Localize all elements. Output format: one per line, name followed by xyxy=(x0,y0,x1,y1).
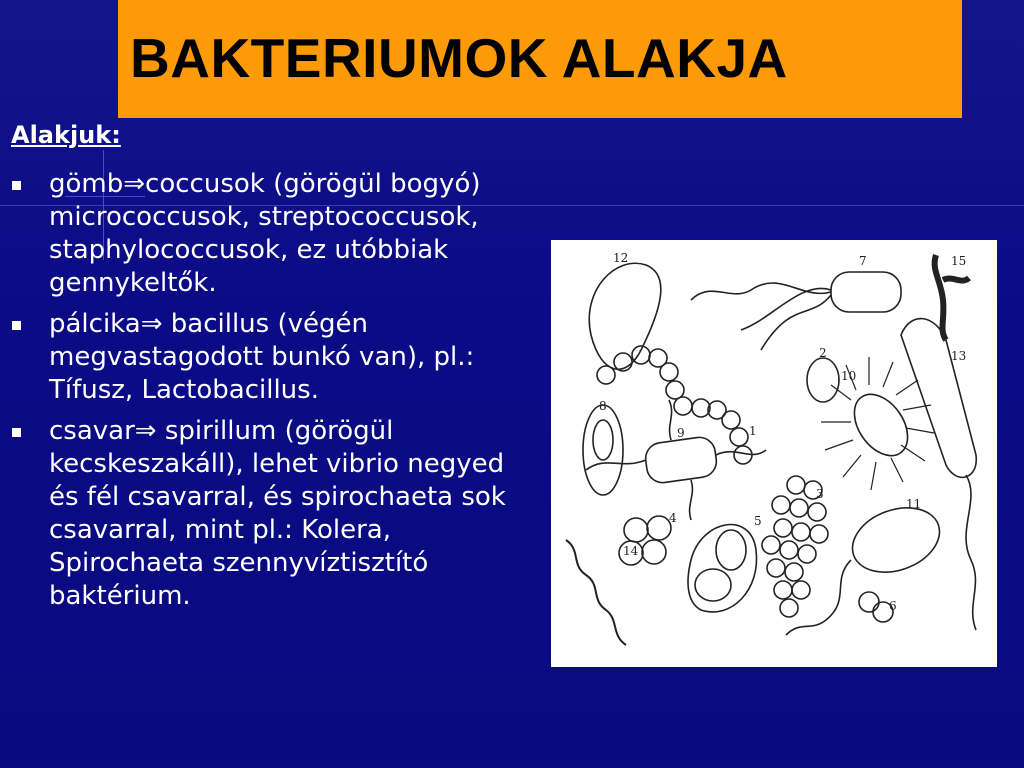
label-5: 5 xyxy=(754,514,762,528)
spore-5a xyxy=(716,530,746,570)
label-6: 6 xyxy=(889,599,897,613)
flagella-7 xyxy=(691,283,831,350)
label-12: 12 xyxy=(613,251,629,265)
label-2: 2 xyxy=(819,346,827,360)
cell-bacterium-8 xyxy=(583,405,623,495)
bullet-item-sphere xyxy=(0,168,530,300)
spore-5b xyxy=(695,569,731,601)
coccus-6a xyxy=(859,592,879,612)
bullet-square-icon xyxy=(12,321,21,330)
bullet-lead: pálcika xyxy=(49,309,141,339)
cilia-10 xyxy=(821,357,934,490)
implies-arrow-icon: ⇒ xyxy=(140,309,163,339)
bullet-square-icon xyxy=(12,428,21,437)
bullet-item-spiral xyxy=(0,415,530,613)
bacteria-shapes-illustration xyxy=(551,240,997,667)
bullet-text: coccusok (görögül bogyó) micrococcusok, streptococcusok, staphylococcusok, ez utóbbiak gennykeltők. xyxy=(49,169,481,298)
coccus-2 xyxy=(807,358,839,402)
bullet-lead: csavar xyxy=(49,416,135,446)
label-13: 13 xyxy=(951,349,967,363)
implies-arrow-icon: ⇒ xyxy=(123,169,146,199)
slide-title: BAKTERIUMOK ALAKJA xyxy=(130,27,788,89)
streptococcus-chain xyxy=(597,346,752,464)
bullet-lead: gömb xyxy=(49,169,124,199)
flagellum-13 xyxy=(966,475,976,630)
implies-arrow-icon: ⇒ xyxy=(134,416,157,446)
label-11: 11 xyxy=(906,497,922,511)
bacteria-drawing xyxy=(551,240,997,667)
rod-bacterium-7 xyxy=(831,272,901,312)
spirochaete-14 xyxy=(566,540,626,645)
label-7: 7 xyxy=(859,254,867,268)
label-10: 10 xyxy=(841,369,857,383)
label-14: 14 xyxy=(623,544,639,558)
bullet-text: spirillum (görögül kecskeszakáll), lehet vibrio negyed és fél csavarral, és spirochaeta sok csavarral, mint pl.: Kolera, Spirochaeta szennyvíztisztító baktérium. xyxy=(49,416,506,611)
bullet-text: bacillus (végén megvastagodott bunkó van), pl.: Tífusz, Lactobacillus. xyxy=(49,309,475,405)
vacuole-8 xyxy=(593,420,613,460)
bullet-square-icon xyxy=(12,181,21,190)
label-1: 1 xyxy=(749,424,757,438)
label-4: 4 xyxy=(669,511,677,525)
subheading: Alakjuk: xyxy=(11,121,121,149)
ciliated-bacterium-10 xyxy=(843,385,918,466)
rod-bacterium-13 xyxy=(901,319,976,478)
label-8: 8 xyxy=(599,399,607,413)
bullet-list xyxy=(0,168,530,621)
label-15: 15 xyxy=(951,254,967,268)
bullet-item-rod xyxy=(0,308,530,407)
rod-bacterium-9 xyxy=(644,435,719,484)
oval-bacterium-11 xyxy=(843,496,948,583)
label-3: 3 xyxy=(816,487,824,501)
label-9: 9 xyxy=(677,426,685,440)
